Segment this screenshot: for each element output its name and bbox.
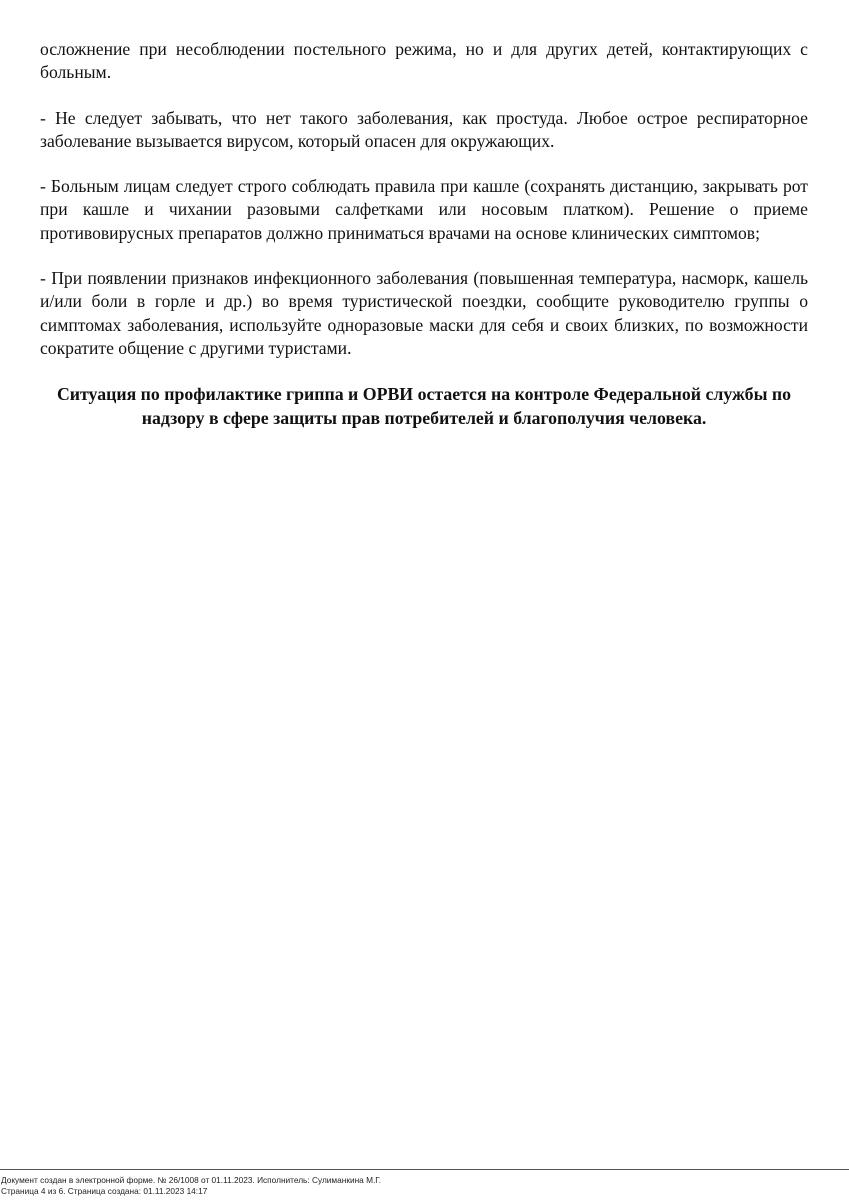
footer-divider: [0, 1169, 849, 1170]
footer-document-info: Документ создан в электронной форме. № 26/1008 от 01.11.2023. Исполнитель: Сулиманкина М.Г.: [1, 1175, 382, 1185]
document-footer: [1, 1175, 841, 1197]
footer-page-info: Страница 4 из 6. Страница создана: 01.11.2023 14:17: [1, 1186, 208, 1196]
document-body: [40, 38, 808, 430]
paragraph-bed-rest: осложнение при несоблюдении постельного режима, но и для других детей, контактирующих с больным.: [40, 39, 808, 83]
paragraph-no-common-cold: - Не следует забывать, что нет такого заболевания, как простуда. Любое острое респираторное заболевание вызывается вирусом, который опасен для окружающих.: [40, 107, 808, 151]
paragraph-travel-symptoms: - При появлении признаков инфекционного заболевания (повышенная температура, насморк, кашель и/или боли в горле и др.) во время туристической поездки, сообщите руководителю группы о симптомах заболевания, используйте одноразовые маски для себя и своих близких, по возможности сократите общение с другими туристами.: [40, 268, 808, 358]
conclusion-statement: Ситуация по профилактике гриппа и ОРВИ остается на контроле Федеральной службы по надзору в сфере защиты прав потребителей и благополучия человека.: [56, 384, 792, 429]
paragraph-cough-rules: - Больным лицам следует строго соблюдать правила при кашле (сохранять дистанцию, закрывать рот при кашле и чихании разовыми салфетками или носовым платком). Решение о приеме противовирусных препаратов должно приниматься врачами на основе клинических симптомов;: [40, 176, 808, 243]
